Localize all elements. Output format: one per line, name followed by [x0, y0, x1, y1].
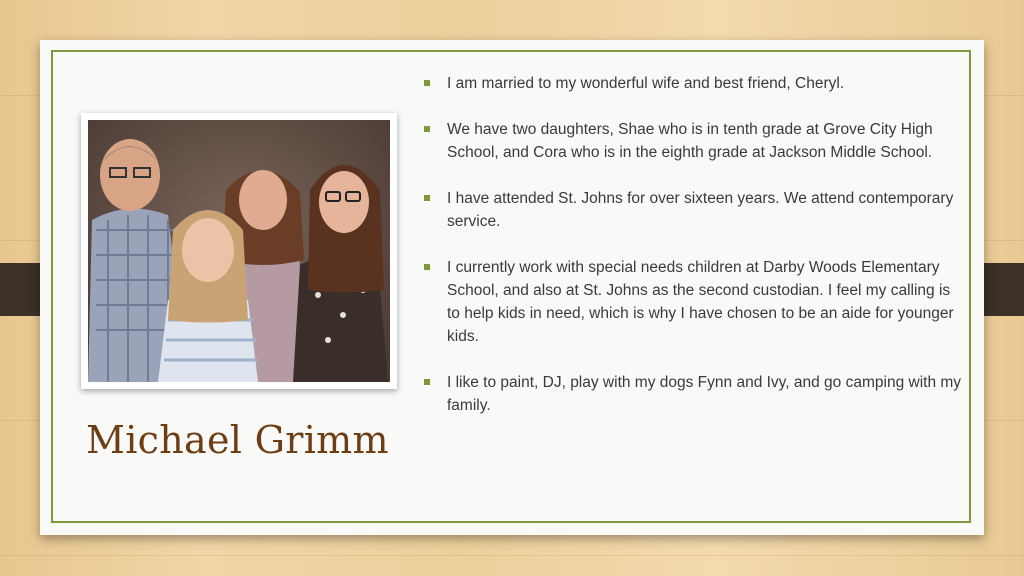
bio-bullet — [422, 187, 967, 233]
square-bullet-icon — [424, 126, 430, 132]
square-bullet-icon — [424, 264, 430, 270]
bio-bullet-text: I have attended St. Johns for over sixteen years. We attend contemporary service. — [447, 190, 954, 230]
bio-bullet-text: I currently work with special needs children at Darby Woods Elementary School, and also at St. Johns as the second custodian. I feel my calling is to help kids in need, which is why I have chosen to be an aide for younger kids. — [447, 259, 954, 345]
square-bullet-icon — [424, 195, 430, 201]
bio-bullet-list — [422, 72, 967, 440]
bio-bullet-text: We have two daughters, Shae who is in tenth grade at Grove City High School, and Cora who is in the eighth grade at Jackson Middle School. — [447, 121, 933, 161]
person-name-heading: Michael Grimm — [86, 418, 389, 462]
bio-bullet-text: I am married to my wonderful wife and best friend, Cheryl. — [447, 75, 845, 92]
bio-bullet-text: I like to paint, DJ, play with my dogs Fynn and Ivy, and go camping with my family. — [447, 374, 962, 414]
bio-bullet — [422, 256, 967, 348]
square-bullet-icon — [424, 80, 430, 86]
bio-bullet — [422, 72, 967, 95]
family-photo-illustration — [88, 120, 390, 382]
family-photo — [88, 120, 390, 382]
bio-bullet — [422, 371, 967, 417]
square-bullet-icon — [424, 379, 430, 385]
bio-bullet — [422, 118, 967, 164]
wood-grain — [0, 555, 1024, 556]
family-photo-frame — [81, 113, 397, 389]
